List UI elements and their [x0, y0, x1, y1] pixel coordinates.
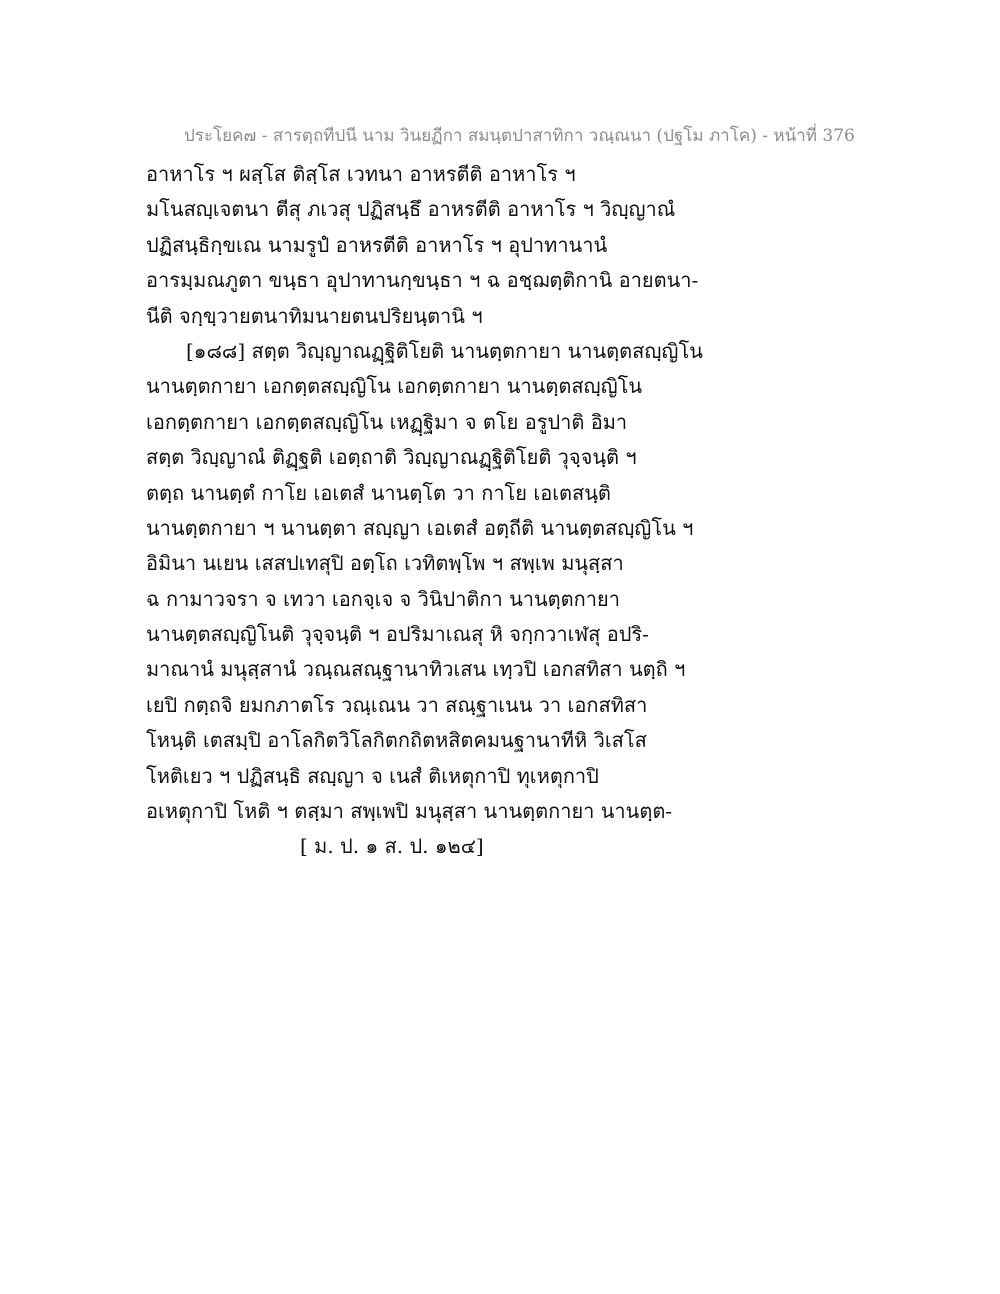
text-line: ปฏิสนฺธิกฺขเณ นามรูปํ อาหรตีติ อาหาโร ฯ อุปาทานานํ [146, 232, 608, 257]
text-line: อิมินา นเยน เสสปเทสุปิ อตฺโถ เวทิตพฺโพ ฯ สพฺเพ มนุสฺสา [146, 551, 624, 576]
text-line: ตตฺถ นานตฺตํ กาโย เอเตสํ นานตฺโต วา กาโย เอเตสนฺติ [146, 480, 611, 505]
text-line: มาณานํ มนุสฺสานํ วณฺณสณฺฐานาทิวเสน เทฺวปิ เอกสทิสา นตฺถิ ฯ [146, 657, 686, 682]
text-line: เอกตฺตกายา เอกตฺตสญฺญิโน เหฏฺฐิมา จ ตโย อรูปาติ อิมา [146, 409, 628, 434]
text-line: นานตฺตสญฺญิโนติ วุจฺจนฺติ ฯ อปริมาเณสุ หิ จกฺกวาเฬสุ อปริ- [146, 622, 649, 647]
text-line: อเหตุกาปิ โหติ ฯ ตสฺมา สพฺเพปิ มนุสฺสา นานตฺตกายา นานตฺต- [146, 799, 673, 824]
text-line: อารมฺมณภูตา ขนฺธา อุปาทานกฺขนฺธา ฯ ฉ อชฺฌตฺติกานิ อายตนา- [146, 268, 699, 293]
text-line: เยปิ กตฺถจิ ยมกภาตโร วณฺเณน วา สณฺฐาเนน วา เอกสทิสา [146, 692, 648, 717]
text-line: ฉ กามาวจรา จ เทวา เอกจฺเจ จ วินิปาติกา นานตฺตกายา [146, 586, 620, 611]
text-line: สตฺต วิญฺญาณํ ติฏฺฐติ เอตฺถาติ วิญฺญาณฏฺฐิติโยติ วุจฺจนฺติ ฯ [146, 445, 637, 470]
text-line: นานตฺตกายา เอกตฺตสญฺญิโน เอกตฺตกายา นานตฺตสญฺญิโน [146, 374, 643, 399]
text-line: นีติ จกฺขฺวายตนาทิมนายตนปริยนฺตานิ ฯ [146, 303, 483, 328]
text-line: อาหาโร ฯ ผสฺโส ติสฺโส เวทนา อาหรตีติ อาหาโร ฯ [146, 162, 576, 186]
paragraph-start-line: [๑๘๘] สตฺต วิญฺญาณฏฺฐิติโยติ นานตฺตกายา นานตฺตสญฺญิโน [186, 338, 703, 363]
body-text [146, 157, 906, 865]
running-header: ประโยค๗ - สารตฺถทีปนี นาม วินยฏีกา สมนฺตปาสาทิกา วณฺณนา (ปฐโม ภาโค) - หน้าที่ 376 [184, 126, 855, 146]
text-line: โหนฺติ เตสมฺปิ อาโลกิตวิโลกิตกถิตหสิตคมนฐานาทีหิ วิเสโส [146, 728, 647, 753]
text-line: มโนสญฺเจตนา ตีสุ ภเวสุ ปฏิสนฺธึ อาหรตีติ อาหาโร ฯ วิญฺญาณํ [146, 197, 676, 222]
text-line: โหติเยว ฯ ปฏิสนฺธิ สญฺญา จ เนสํ ติเหตุกาปิ ทุเหตุกาปิ [146, 763, 599, 788]
source-reference: [ ม. ป. ๑ ส. ป. ๑๒๔] [300, 834, 484, 859]
text-line: นานตฺตกายา ฯ นานตฺตา สญฺญา เอเตสํ อตฺถีติ นานตฺตสญฺญิโน ฯ [146, 515, 694, 540]
